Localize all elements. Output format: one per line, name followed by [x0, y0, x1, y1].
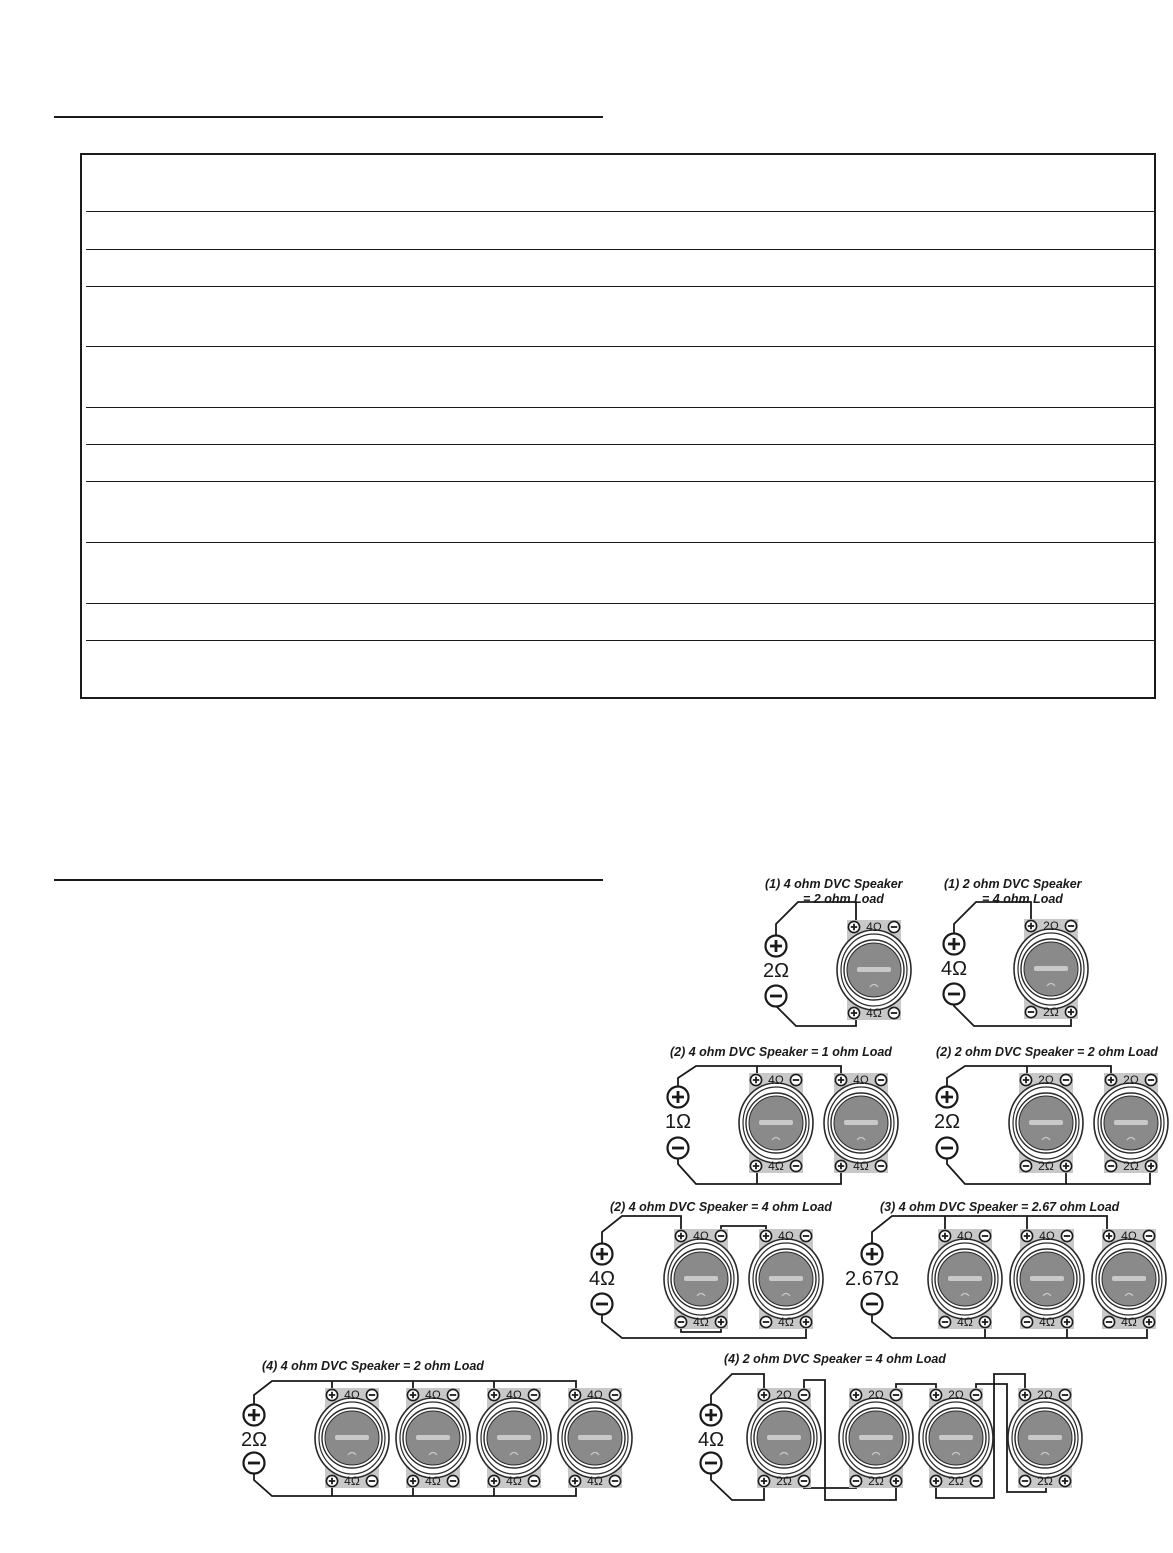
minus-terminal-icon: [609, 1389, 620, 1400]
plus-terminal-icon: [326, 1389, 337, 1400]
plus-terminal-icon: [326, 1475, 337, 1486]
plus-terminal-icon: [1060, 1160, 1071, 1171]
plus-terminal-icon: [1020, 1074, 1031, 1085]
speaker: [315, 1388, 389, 1488]
coil-impedance-label: 2Ω: [868, 1474, 884, 1488]
speaker: [1092, 1229, 1166, 1329]
plus-terminal-icon: [760, 1230, 771, 1241]
coil-impedance-label: 4Ω: [1039, 1229, 1055, 1243]
coil-impedance-label: 4Ω: [344, 1474, 360, 1488]
minus-terminal-icon: [1019, 1475, 1030, 1486]
wire: [602, 1216, 681, 1254]
speaker: [1010, 1229, 1084, 1329]
amp-load-label: 4Ω: [697, 1429, 725, 1451]
minus-terminal-icon: [970, 1389, 981, 1400]
diagram-caption: (2) 4 ohm DVC Speaker = 1 ohm Load: [670, 1045, 892, 1059]
minus-terminal-icon: [715, 1230, 726, 1241]
minus-terminal-icon: [888, 1007, 899, 1018]
speaker: [1009, 1073, 1083, 1173]
minus-terminal-icon: [528, 1389, 539, 1400]
plus-terminal-icon: [1143, 1316, 1154, 1327]
speaker: [1094, 1073, 1168, 1173]
plus-terminal-icon: [939, 1230, 950, 1241]
minus-terminal-icon: [1103, 1316, 1114, 1327]
coil-impedance-label: 4Ω: [587, 1388, 603, 1402]
amp-minus-icon: [766, 986, 787, 1007]
minus-terminal-icon: [939, 1316, 950, 1327]
coil-impedance-label: 2Ω: [1123, 1159, 1139, 1173]
plus-terminal-icon: [1103, 1230, 1114, 1241]
amp-minus-icon: [937, 1138, 958, 1159]
amp-plus-icon: [937, 1087, 958, 1108]
coil-impedance-label: 4Ω: [957, 1315, 973, 1329]
minus-terminal-icon: [790, 1074, 801, 1085]
minus-terminal-icon: [850, 1475, 861, 1486]
minus-terminal-icon: [979, 1230, 990, 1241]
speaker: [837, 920, 911, 1020]
minus-terminal-icon: [1105, 1160, 1116, 1171]
wire: [776, 996, 856, 1026]
coil-impedance-label: 4Ω: [425, 1474, 441, 1488]
coil-impedance-label: 2Ω: [1043, 919, 1059, 933]
minus-terminal-icon: [890, 1389, 901, 1400]
amp-minus-icon: [862, 1294, 883, 1315]
coil-impedance-label: 4Ω: [853, 1159, 869, 1173]
minus-terminal-icon: [1145, 1074, 1156, 1085]
plus-terminal-icon: [407, 1389, 418, 1400]
plus-terminal-icon: [758, 1475, 769, 1486]
plus-terminal-icon: [675, 1230, 686, 1241]
minus-terminal-icon: [888, 921, 899, 932]
plus-terminal-icon: [1025, 920, 1036, 931]
minus-terminal-icon: [447, 1389, 458, 1400]
plus-terminal-icon: [715, 1316, 726, 1327]
plus-terminal-icon: [1065, 1006, 1076, 1017]
plus-terminal-icon: [890, 1475, 901, 1486]
plus-terminal-icon: [1105, 1074, 1116, 1085]
plus-terminal-icon: [848, 921, 859, 932]
plus-terminal-icon: [1021, 1230, 1032, 1241]
coil-impedance-label: 4Ω: [587, 1474, 603, 1488]
amp-plus-icon: [592, 1244, 613, 1265]
diagram-caption: (4) 4 ohm DVC Speaker = 2 ohm Load: [262, 1359, 484, 1373]
speaker: [919, 1388, 993, 1488]
amp-load-label: 2Ω: [933, 1111, 961, 1133]
diagram-caption: (2) 4 ohm DVC Speaker = 4 ohm Load: [610, 1200, 832, 1214]
speaker: [1014, 919, 1088, 1019]
minus-terminal-icon: [790, 1160, 801, 1171]
coil-impedance-label: 4Ω: [344, 1388, 360, 1402]
plus-terminal-icon: [1059, 1475, 1070, 1486]
minus-terminal-icon: [760, 1316, 771, 1327]
minus-terminal-icon: [1060, 1074, 1071, 1085]
amp-load-label: 1Ω: [664, 1111, 692, 1133]
speaker: [1008, 1388, 1082, 1488]
amp-plus-icon: [862, 1244, 883, 1265]
coil-impedance-label: 4Ω: [506, 1474, 522, 1488]
amp-minus-icon: [668, 1138, 689, 1159]
speaker: [928, 1229, 1002, 1329]
diagram-caption: (3) 4 ohm DVC Speaker = 2.67 ohm Load: [880, 1200, 1120, 1214]
minus-terminal-icon: [528, 1475, 539, 1486]
diagram-caption: = 2 ohm Load: [803, 892, 884, 906]
coil-impedance-label: 2Ω: [948, 1388, 964, 1402]
plus-terminal-icon: [569, 1389, 580, 1400]
speaker: [839, 1388, 913, 1488]
diagram-caption: (1) 2 ohm DVC Speaker: [944, 877, 1082, 891]
speaker: [749, 1229, 823, 1329]
coil-impedance-label: 2Ω: [948, 1474, 964, 1488]
coil-impedance-label: 4Ω: [866, 1006, 882, 1020]
diagram-caption: (4) 2 ohm DVC Speaker = 4 ohm Load: [724, 1352, 946, 1366]
amp-minus-icon: [592, 1294, 613, 1315]
coil-impedance-label: 4Ω: [693, 1229, 709, 1243]
minus-terminal-icon: [1065, 920, 1076, 931]
speaker: [558, 1388, 632, 1488]
speaker: [747, 1388, 821, 1488]
wire: [954, 902, 1031, 944]
speaker: [664, 1229, 738, 1329]
plus-terminal-icon: [979, 1316, 990, 1327]
diagram-caption: (1) 4 ohm DVC Speaker: [765, 877, 903, 891]
plus-terminal-icon: [930, 1389, 941, 1400]
plus-terminal-icon: [930, 1475, 941, 1486]
minus-terminal-icon: [1143, 1230, 1154, 1241]
minus-terminal-icon: [1061, 1230, 1072, 1241]
amp-plus-icon: [701, 1405, 722, 1426]
plus-terminal-icon: [407, 1475, 418, 1486]
coil-impedance-label: 4Ω: [778, 1315, 794, 1329]
minus-terminal-icon: [609, 1475, 620, 1486]
plus-terminal-icon: [1019, 1389, 1030, 1400]
amp-minus-icon: [701, 1453, 722, 1474]
coil-impedance-label: 2Ω: [1038, 1159, 1054, 1173]
amp-load-label: 2Ω: [240, 1429, 268, 1451]
speaker: [477, 1388, 551, 1488]
coil-impedance-label: 4Ω: [693, 1315, 709, 1329]
diagram-caption: (2) 2 ohm DVC Speaker = 2 ohm Load: [936, 1045, 1158, 1059]
wire: [776, 902, 856, 946]
amp-load-label: 4Ω: [588, 1268, 616, 1290]
amp-load-label: 2Ω: [762, 960, 790, 982]
minus-terminal-icon: [675, 1316, 686, 1327]
minus-terminal-icon: [366, 1389, 377, 1400]
coil-impedance-label: 4Ω: [853, 1073, 869, 1087]
coil-impedance-label: 2Ω: [1038, 1073, 1054, 1087]
plus-terminal-icon: [850, 1389, 861, 1400]
minus-terminal-icon: [798, 1475, 809, 1486]
plus-terminal-icon: [835, 1160, 846, 1171]
amp-load-label: 2.67Ω: [845, 1268, 899, 1290]
minus-terminal-icon: [1025, 1006, 1036, 1017]
coil-impedance-label: 2Ω: [1037, 1388, 1053, 1402]
minus-terminal-icon: [447, 1475, 458, 1486]
plus-terminal-icon: [848, 1007, 859, 1018]
plus-terminal-icon: [750, 1160, 761, 1171]
minus-terminal-icon: [1020, 1160, 1031, 1171]
amp-minus-icon: [944, 984, 965, 1005]
minus-terminal-icon: [800, 1230, 811, 1241]
coil-impedance-label: 4Ω: [768, 1073, 784, 1087]
minus-terminal-icon: [1021, 1316, 1032, 1327]
speaker: [739, 1073, 813, 1173]
diagram-caption: = 4 ohm Load: [982, 892, 1063, 906]
coil-impedance-label: 2Ω: [1043, 1005, 1059, 1019]
coil-impedance-label: 2Ω: [1037, 1474, 1053, 1488]
amp-plus-icon: [766, 936, 787, 957]
minus-terminal-icon: [875, 1160, 886, 1171]
speaker: [396, 1388, 470, 1488]
plus-terminal-icon: [758, 1389, 769, 1400]
speaker: [824, 1073, 898, 1173]
minus-terminal-icon: [970, 1475, 981, 1486]
coil-impedance-label: 4Ω: [1121, 1229, 1137, 1243]
plus-terminal-icon: [488, 1389, 499, 1400]
minus-terminal-icon: [1059, 1389, 1070, 1400]
plus-terminal-icon: [1145, 1160, 1156, 1171]
coil-impedance-label: 4Ω: [957, 1229, 973, 1243]
coil-impedance-label: 4Ω: [866, 920, 882, 934]
minus-terminal-icon: [798, 1389, 809, 1400]
plus-terminal-icon: [800, 1316, 811, 1327]
minus-terminal-icon: [366, 1475, 377, 1486]
coil-impedance-label: 2Ω: [776, 1474, 792, 1488]
coil-impedance-label: 2Ω: [868, 1388, 884, 1402]
coil-impedance-label: 4Ω: [1121, 1315, 1137, 1329]
coil-impedance-label: 2Ω: [776, 1388, 792, 1402]
amp-load-label: 4Ω: [940, 958, 968, 980]
coil-impedance-label: 4Ω: [778, 1229, 794, 1243]
coil-impedance-label: 4Ω: [768, 1159, 784, 1173]
amp-plus-icon: [944, 934, 965, 955]
plus-terminal-icon: [835, 1074, 846, 1085]
plus-terminal-icon: [1061, 1316, 1072, 1327]
plus-terminal-icon: [488, 1475, 499, 1486]
amp-plus-icon: [244, 1405, 265, 1426]
plus-terminal-icon: [750, 1074, 761, 1085]
amp-plus-icon: [668, 1087, 689, 1108]
coil-impedance-label: 2Ω: [1123, 1073, 1139, 1087]
plus-terminal-icon: [569, 1475, 580, 1486]
coil-impedance-label: 4Ω: [506, 1388, 522, 1402]
coil-impedance-label: 4Ω: [425, 1388, 441, 1402]
coil-impedance-label: 4Ω: [1039, 1315, 1055, 1329]
amp-minus-icon: [244, 1453, 265, 1474]
minus-terminal-icon: [875, 1074, 886, 1085]
